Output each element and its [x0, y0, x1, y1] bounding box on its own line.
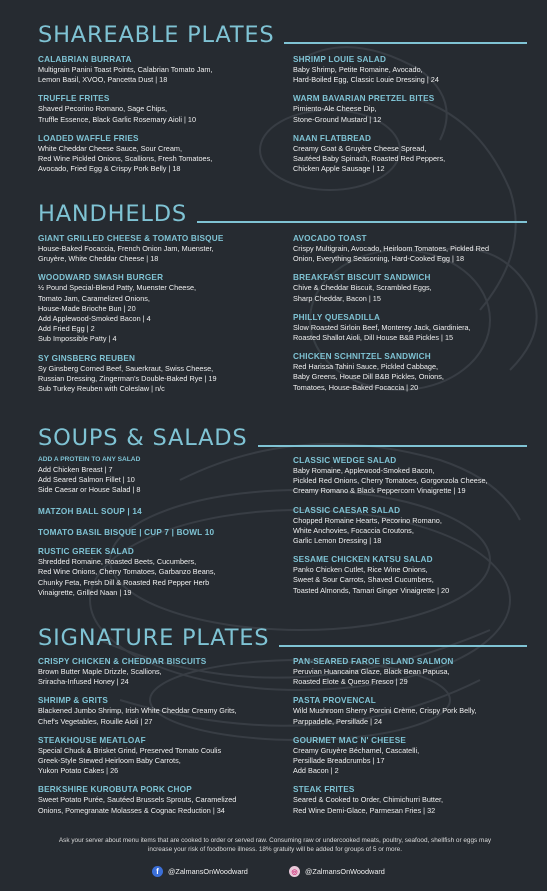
item-description: Sub Impossible Patty | 4 [38, 334, 117, 344]
section-title: SIGNATURE PLATES [38, 625, 270, 651]
item-description: Parppadelle, Persillade | 24 [293, 716, 383, 726]
menu-item [293, 93, 543, 124]
section-header-shareable [38, 24, 527, 47]
item-description: White Cheddar Cheese Sauce, Sour Cream, [38, 143, 182, 153]
item-description: Sautéed Baby Spinach, Roasted Red Peppers, [293, 154, 446, 164]
item-name: RUSTIC GREEK SALAD [38, 547, 134, 557]
item-description: Vinaigrette, Grilled Naan | 19 [38, 587, 132, 597]
item-name: STEAKHOUSE MEATLOAF [38, 735, 146, 745]
item-description: Baby Greens, House Dill B&B Pickles, Onions, [293, 372, 444, 382]
item-description: Add Applewood-Smoked Bacon | 4 [38, 314, 151, 324]
item-description: Peruvian Huancaina Glaze, Black Bean Papusa, [293, 667, 450, 676]
handhelds-right-column [293, 233, 543, 401]
soups-right-column [293, 455, 543, 604]
item-description: Creamy Goat & Gruyère Cheese Spread, [293, 143, 427, 153]
item-description: Garlic Lemon Dressing | 18 [293, 536, 382, 546]
item-description: Hard-Boiled Egg, Classic Louie Dressing | 24 [293, 75, 439, 85]
section-divider [258, 445, 527, 447]
item-description: Avocado, Fried Egg & Crispy Pork Belly | 18 [38, 164, 181, 174]
item-description: Greek-Style Stewed Heirloom Baby Carrots, [38, 756, 181, 766]
section-divider [279, 645, 527, 647]
protein-addon-line: Add Seared Salmon Fillet | 10 [38, 474, 135, 484]
instagram-link[interactable] [289, 866, 385, 877]
item-description: Baby Romaine, Applewood-Smoked Bacon, [293, 466, 435, 475]
menu-item [38, 546, 288, 598]
item-description: Sweet Potato Purée, Sautéed Brussels Sprouts, Caramelized [38, 795, 237, 805]
item-description: Creamy Gruyère Béchamel, Cascatelli, [293, 745, 420, 755]
menu-item [293, 351, 543, 393]
item-name: CLASSIC CAESAR SALAD [293, 505, 401, 515]
item-description: Onions, Pomegranate Molasses & Cognac Reduction | 34 [38, 805, 225, 815]
item-description: Seared & Cooked to Order, Chimichurri Butter, [293, 795, 444, 805]
section-header-handhelds [38, 203, 527, 226]
shareable-right-column [293, 54, 543, 182]
item-name: GIANT GRILLED CHEESE & TOMATO BISQUE [38, 234, 224, 243]
menu-item [38, 656, 288, 687]
section-header-signature [38, 627, 527, 650]
item-description: Special Chuck & Brisket Grind, Preserved Tomato Coulis [38, 745, 222, 755]
item-name: PAN-SEARED FAROE ISLAND SALMON [293, 657, 454, 666]
menu-item [293, 735, 543, 777]
instagram-handle: @ZalmansOnWoodward [305, 867, 385, 876]
item-description: Blackened Jumbo Shrimp, Irish White Cheddar Creamy Grits, [38, 706, 237, 716]
item-description: Pickled Red Onions, Cherry Tomatoes, Gorgonzola Cheese, [293, 476, 488, 486]
shareable-left-column [38, 54, 288, 182]
item-description: Slow Roasted Sirloin Beef, Monterey Jack, Giardiniera, [293, 322, 471, 332]
item-description: Wild Mushroom Sherry Porcini Crème, Crispy Pork Belly, [293, 706, 477, 716]
menu-item [293, 233, 543, 264]
item-description: ½ Pound Special-Blend Patty, Muenster Cheese, [38, 283, 197, 293]
item-description: Pimiento-Ale Cheese Dip, [293, 104, 377, 114]
item-name: BERKSHIRE KUROBUTA PORK CHOP [38, 785, 192, 795]
item-description: Red Harissa Tahini Sauce, Pickled Cabbage, [293, 362, 439, 372]
item-description: Toasted Almonds, Tamari Ginger Vinaigrette | 20 [293, 585, 450, 595]
section-title: SOUPS & SALADS [38, 425, 248, 451]
item-name: PHILLY QUESADILLA [293, 312, 381, 322]
item-name: LOADED WAFFLE FRIES [38, 133, 139, 143]
item-description: Gruyère, White Cheddar Cheese | 18 [38, 254, 159, 264]
item-name: CALABRIAN BURRATA [38, 55, 132, 64]
tomato-basil-bisque [38, 527, 288, 538]
protein-addon-line: Side Caesar or House Salad | 8 [38, 484, 141, 494]
item-name: WOODWARD SMASH BURGER [38, 273, 164, 283]
facebook-handle: @ZalmansOnWoodward [168, 867, 248, 876]
menu-item [293, 455, 543, 497]
menu-item [293, 54, 543, 85]
item-description: Roasted Elote & Queso Fresco | 29 [293, 677, 408, 687]
item-description: Roasted Shallot Aioli, Dill House B&B Pickles | 15 [293, 333, 454, 343]
menu-item [38, 54, 288, 85]
item-description: Add Bacon | 2 [293, 766, 339, 776]
handhelds-left-column [38, 233, 288, 402]
item-description: White Anchovies, Focaccia Croutons, [293, 525, 414, 535]
item-description: Crispy Multigrain, Avocado, Heirloom Tomatoes, Pickled Red [293, 244, 490, 253]
item-description: Sub Turkey Reuben with Coleslaw | n/c [38, 384, 165, 394]
matzoh-ball-soup [38, 506, 288, 517]
facebook-icon: f [152, 866, 163, 877]
item-description: Chef's Vegetables, Rouille Aioli | 27 [38, 716, 153, 726]
item-name: TOMATO BASIL BISQUE | CUP 7 | BOWL 10 [38, 528, 215, 538]
menu-item [38, 695, 288, 726]
section-divider [197, 221, 527, 223]
item-name: TRUFFLE FRITES [38, 94, 110, 104]
item-description: Chopped Romaine Hearts, Pecorino Romano, [293, 515, 442, 525]
item-description: Sharp Cheddar, Bacon | 15 [293, 293, 381, 303]
item-name: STEAK FRITES [293, 785, 355, 795]
section-header-soups [38, 427, 527, 450]
item-name: GOURMET MAC N' CHEESE [293, 735, 407, 745]
item-name: CRISPY CHICKEN & CHEDDAR BISCUITS [38, 657, 207, 666]
item-description: Shaved Pecorino Romano, Sage Chips, [38, 104, 167, 114]
section-divider [284, 42, 527, 44]
item-description: Chicken Apple Sausage | 12 [293, 164, 385, 174]
item-description: Red Wine Demi-Glace, Parmesan Fries | 32 [293, 805, 436, 815]
item-description: Tomatoes, House-Baked Focaccia | 20 [293, 382, 419, 392]
item-description: Chive & Cheddar Biscuit, Scrambled Eggs, [293, 283, 432, 293]
protein-addons [38, 455, 288, 495]
item-description: Onion, Everything Seasoning, Hard-Cooked Egg | 18 [293, 254, 465, 264]
section-title: HANDHELDS [38, 201, 187, 227]
menu-item [38, 272, 288, 344]
menu-item [38, 784, 288, 815]
allergy-notice: Ask your server about menu items that are cooked to order or served raw. Consuming raw or undercooked meats, poultry, seafood, shellfish or eggs may increase your risk of foodborne illness. 18% gratuity will be added for groups of 5 or more. [58, 837, 492, 853]
menu-item [293, 312, 543, 343]
menu-item [293, 505, 543, 547]
signature-right-column [293, 656, 543, 824]
item-description: Shredded Romaine, Roasted Beets, Cucumbers, [38, 557, 197, 567]
menu-item [293, 554, 543, 596]
item-description: Brown Butter Maple Drizzle, Scallions, [38, 667, 162, 676]
protein-addons-title: ADD A PROTEIN TO ANY SALAD [38, 456, 141, 463]
facebook-link[interactable] [152, 866, 248, 877]
item-description: Stone-Ground Mustard | 12 [293, 114, 382, 124]
item-description: Russian Dressing, Zingerman's Double-Baked Rye | 19 [38, 373, 217, 383]
menu-item [293, 656, 543, 687]
menu-item [38, 233, 288, 264]
item-description: House-Made Brioche Bun | 20 [38, 303, 136, 313]
item-description: Truffle Essence, Black Garlic Rosemary Aioli | 10 [38, 114, 197, 124]
item-name: CLASSIC WEDGE SALAD [293, 456, 397, 465]
menu-item [293, 272, 543, 303]
item-name: BREAKFAST BISCUIT SANDWICH [293, 273, 431, 283]
item-name: PASTA PROVENCAL [293, 696, 376, 706]
menu-item [293, 784, 543, 815]
item-description: Panko Chicken Cutlet, Rice Wine Onions, [293, 565, 428, 575]
menu-item [38, 735, 288, 777]
menu-item [38, 353, 288, 395]
protein-addon-line: Add Chicken Breast | 7 [38, 464, 113, 474]
item-description: Add Fried Egg | 2 [38, 324, 95, 334]
item-name: SY GINSBERG REUBEN [38, 353, 136, 363]
item-description: Tomato Jam, Caramelized Onions, [38, 293, 150, 303]
item-name: MATZOH BALL SOUP | 14 [38, 507, 142, 517]
item-name: SESAME CHICKEN KATSU SALAD [293, 555, 433, 565]
item-name: WARM BAVARIAN PRETZEL BITES [293, 94, 435, 104]
item-description: Yukon Potato Cakes | 26 [38, 766, 119, 776]
item-name: AVOCADO TOAST [293, 234, 367, 243]
menu-item [293, 695, 543, 726]
item-description: Baby Shrimp, Petite Romaine, Avocado, [293, 65, 423, 74]
section-title: SHAREABLE PLATES [38, 22, 275, 48]
item-description: Persillade Breadcrumbs | 17 [293, 756, 385, 766]
item-name: CHICKEN SCHNITZEL SANDWICH [293, 352, 431, 362]
item-name: SHRIMP & GRITS [38, 696, 108, 706]
item-name: SHRIMP LOUIE SALAD [293, 55, 387, 64]
menu-item [38, 133, 288, 175]
item-description: Sriracha-Infused Honey | 24 [38, 677, 129, 687]
item-description: Sy Ginsberg Corned Beef, Sauerkraut, Swiss Cheese, [38, 363, 214, 373]
item-description: Creamy Romano & Black Peppercorn Vinaigrette | 19 [293, 486, 466, 496]
item-description: Chunky Feta, Fresh Dill & Roasted Red Pepper Herb [38, 577, 210, 587]
menu-item [38, 93, 288, 124]
item-description: Sweet & Sour Carrots, Shaved Cucumbers, [293, 575, 434, 585]
soups-left-column [38, 455, 288, 606]
menu-item [293, 133, 543, 175]
item-name: NAAN FLATBREAD [293, 133, 372, 143]
item-description: Multigrain Panini Toast Points, Calabrian Tomato Jam, [38, 65, 213, 74]
instagram-icon: ◎ [289, 866, 300, 877]
item-description: Red Wine Onions, Cherry Tomatoes, Garbanzo Beans, [38, 567, 216, 577]
signature-left-column [38, 656, 288, 824]
item-description: Red Wine Pickled Onions, Scallions, Fresh Tomatoes, [38, 154, 213, 164]
item-description: Lemon Basil, XVOO, Pancetta Dust | 18 [38, 75, 168, 85]
item-description: House-Baked Focaccia, French Onion Jam, Muenster, [38, 244, 214, 253]
